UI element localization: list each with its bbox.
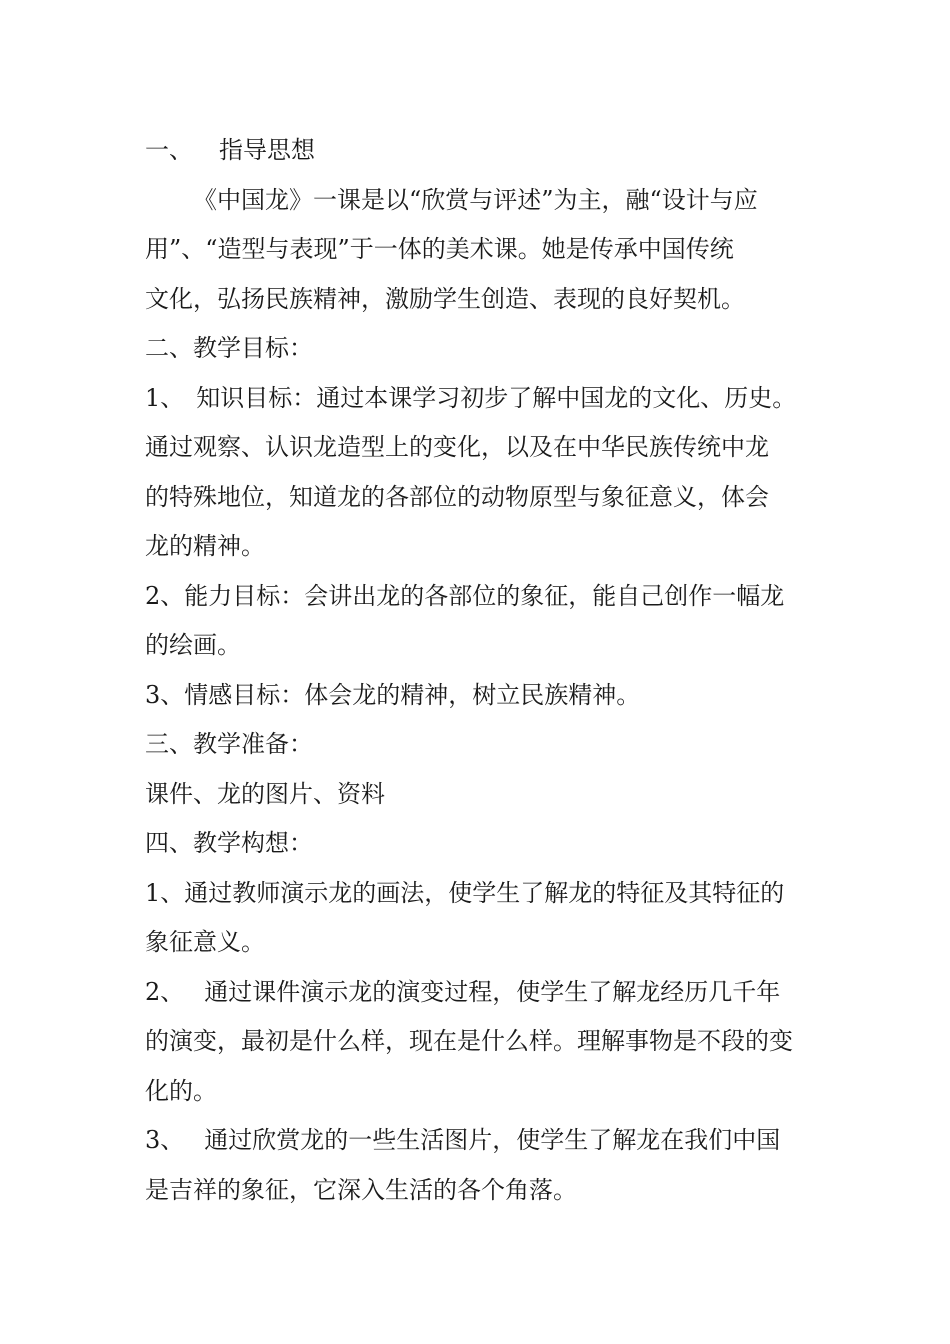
list-item-knowledge-goal [145, 374, 810, 424]
list-text: 通过课件演示龙的演变过程，使学生了解龙经历几千年 [204, 977, 781, 1006]
paragraph-line: 的绘画。 [145, 631, 241, 659]
heading-text: 指导思想 [219, 136, 315, 164]
paragraph-line: 龙的精神。 [145, 532, 265, 560]
list-item-emotion-goal: 3、情感目标：体会龙的精神，树立民族精神。 [145, 680, 641, 709]
section-heading-teaching-concept: 四、教学构想： [145, 829, 313, 857]
list-item-concept-2 [145, 968, 810, 1018]
list-number: 3、 [145, 1126, 185, 1154]
paragraph-line: 课件、龙的图片、资料 [145, 779, 385, 808]
list-number: 1、 [145, 383, 185, 412]
paragraph-line: 化的。 [145, 1076, 217, 1105]
list-item-ability-goal: 2、能力目标：会讲出龙的各部位的象征，能自己创作一幅龙 [145, 581, 785, 610]
list-item-concept-3 [145, 1116, 810, 1166]
paragraph-line: 的特殊地位，知道龙的各部位的动物原型与象征意义，体会 [145, 482, 769, 511]
paragraph-line: 文化，弘扬民族精神，激励学生创造、表现的良好契机。 [145, 284, 745, 313]
paragraph-line: 用”、“造型与表现”于一体的美术课。她是传承中国传统 [145, 235, 734, 263]
section-heading-preparation: 三、教学准备： [145, 730, 313, 758]
list-text: 知识目标：通过本课学习初步了解中国龙的文化、历史。 [196, 383, 797, 412]
paragraph-line: 是吉祥的象征，它深入生活的各个角落。 [145, 1175, 577, 1204]
paragraph-line: 象征意义。 [145, 928, 265, 956]
document-body [145, 126, 810, 1215]
list-text: 通过欣赏龙的一些生活图片，使学生了解龙在我们中国 [204, 1126, 781, 1154]
paragraph-line: 的演变，最初是什么样，现在是什么样。理解事物是不段的变 [145, 1027, 793, 1055]
list-item-concept-1: 1、通过教师演示龙的画法，使学生了解龙的特征及其特征的 [145, 878, 785, 907]
paragraph-line: 《中国龙》一课是以“欣赏与评述”为主，融“设计与应 [193, 185, 758, 214]
section-heading-guiding-thought [145, 126, 810, 176]
section-heading-teaching-goals: 二、教学目标： [145, 334, 313, 362]
paragraph-line: 通过观察、认识龙造型上的变化，以及在中华民族传统中龙 [145, 433, 769, 461]
heading-number: 一、 [145, 136, 193, 164]
list-number: 2、 [145, 977, 185, 1006]
